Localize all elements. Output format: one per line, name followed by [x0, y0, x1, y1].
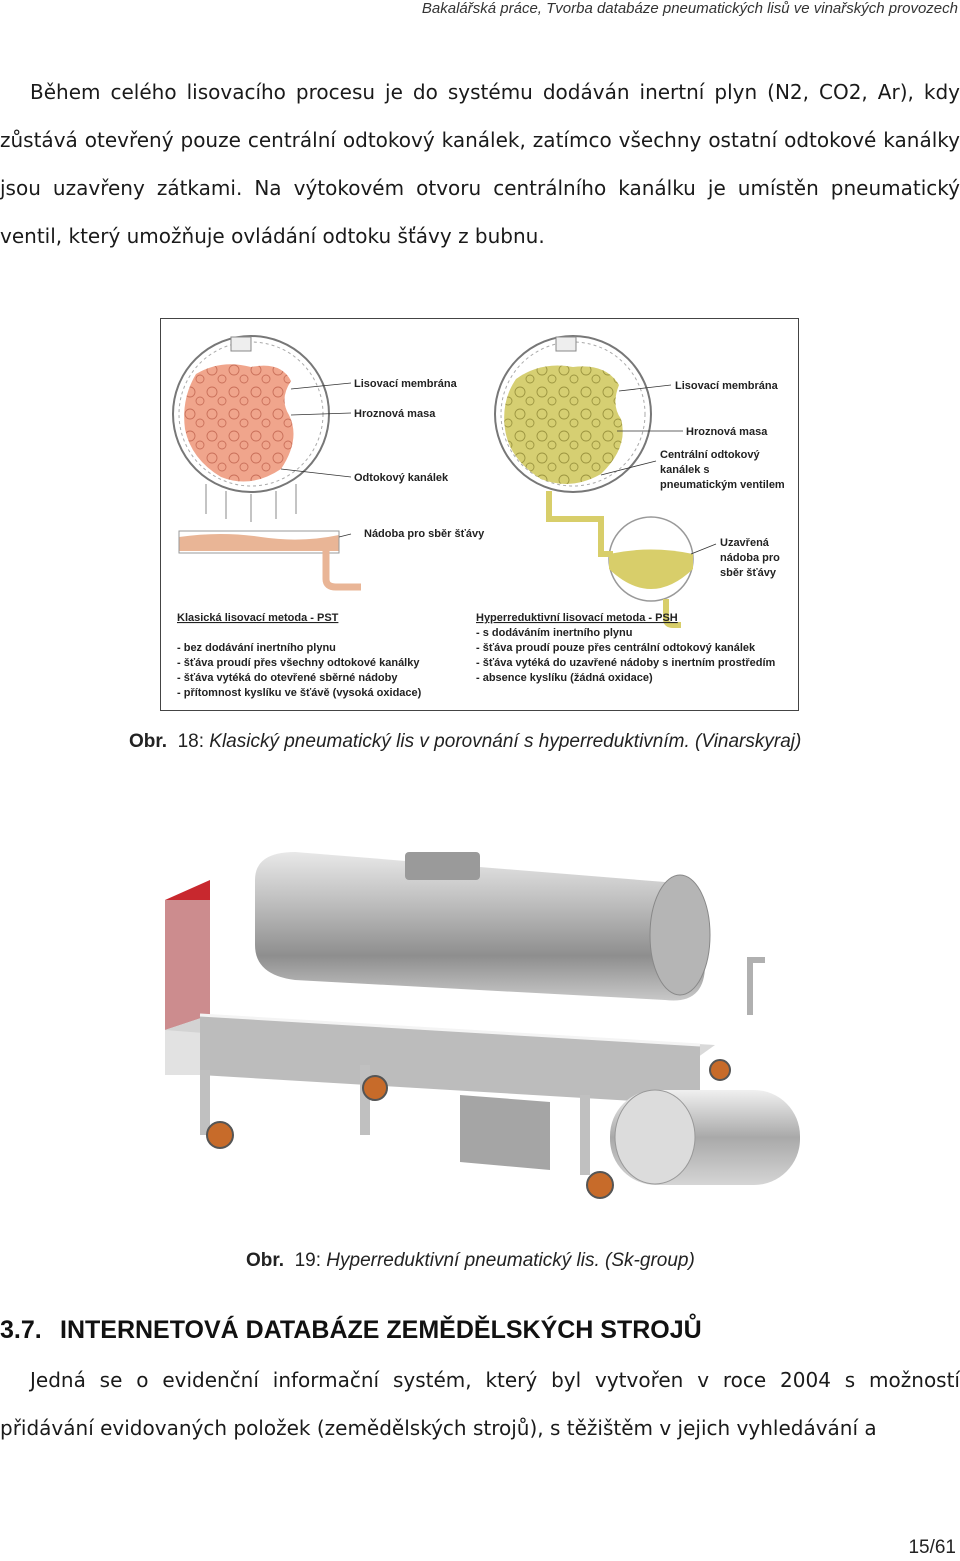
label-psh-central-drain-1: Centrální odtokový: [660, 449, 760, 461]
legend-psh-item: - s dodáváním inertního plynu: [476, 627, 633, 639]
caption-number: 19: [294, 1250, 316, 1271]
label-psh-grape-mass: Hroznová masa: [686, 426, 768, 438]
legend-psh-item: - šťáva proudí pouze přes centrální odtokový kanálek: [476, 642, 756, 654]
legend-pst-item: - bez dodávání inertního plynu: [177, 642, 336, 654]
label-psh-central-drain-2: kanálek s: [660, 464, 710, 476]
label-psh-vessel-1: Uzavřená: [720, 537, 769, 549]
section-title: INTERNETOVÁ DATABÁZE ZEMĚDĚLSKÝCH STROJŮ: [60, 1316, 702, 1344]
pst-drum: [173, 336, 361, 587]
legend-pst-item: - šťáva vytéká do otevřené sběrné nádoby: [177, 672, 398, 684]
label-psh-vessel-2: nádoba pro: [720, 552, 780, 564]
caption-text: Klasický pneumatický lis v porovnání s hyperreduktivním. (Vinarskyraj): [209, 731, 802, 752]
figure-19-caption: Obr. 19: Hyperreduktivní pneumatický lis. (Sk-group): [246, 1250, 695, 1271]
legend-psh-item: - šťáva vytéká do uzavřené nádoby s inertním prostředím: [476, 657, 776, 669]
page-number: 15/61: [908, 1537, 956, 1558]
label-psh-central-drain-3: pneumatickým ventilem: [660, 479, 785, 491]
caption-prefix: Obr.: [246, 1250, 285, 1271]
legend-psh-title: Hyperreduktivní lisovací metoda - PSH: [476, 612, 678, 624]
legend-pst-title: Klasická lisovací metoda - PST: [177, 612, 339, 624]
label-psh-vessel-3: sběr šťávy: [720, 567, 777, 579]
running-header: Bakalářská práce, Tvorba databáze pneumatických lisů ve vinařských provozech: [421, 0, 958, 17]
figure-18-caption: Obr. 18: Klasický pneumatický lis v porovnání s hyperreduktivním. (Vinarskyraj): [129, 731, 802, 752]
caption-number: 18: [177, 731, 199, 752]
caption-text: Hyperreduktivní pneumatický lis. (Sk-group): [326, 1250, 695, 1271]
label-pst-grape-mass: Hroznová masa: [354, 408, 436, 420]
figure-press-comparison-diagram: [160, 318, 799, 711]
label-pst-membrane: Lisovací membrána: [354, 378, 457, 390]
section-number: 3.7.: [0, 1316, 42, 1344]
legend-psh-item: - absence kyslíku (žádná oxidace): [476, 672, 653, 684]
legend-pst-item: - šťáva proudí přes všechny odtokové kanálky: [177, 657, 420, 669]
section-heading: [0, 1316, 702, 1345]
label-pst-vessel: Nádoba pro sběr šťávy: [364, 528, 485, 540]
body-paragraph-2: Jedná se o evidenční informační systém, který byl vytvořen v roce 2004 s možností přidávání evidovaných položek (zemědělských strojů), s těžištěm v jejich vyhledávání a: [0, 1368, 960, 1440]
label-pst-drain: Odtokový kanálek: [354, 472, 449, 484]
body-paragraph-1: Během celého lisovacího procesu je do systému dodáván inertní plyn (N2, CO2, Ar), kdy zůstává otevřený pouze centrální odtokový kanálek, zatímco všechny ostatní odtokové kanálky jsou uzavřeny zátkami. Na výtokovém otvoru centrálního kanálku je umístěn pneumatický ventil, který umožňuje ovládání odtoku šťávy z bubnu.: [0, 80, 960, 248]
caption-prefix: Obr.: [129, 731, 168, 752]
figure-hyperreductive-press-photo: [160, 840, 802, 1232]
legend-pst-item: - přítomnost kyslíku ve šťávě (vysoká oxidace): [177, 687, 422, 699]
label-psh-membrane: Lisovací membrána: [675, 380, 778, 392]
